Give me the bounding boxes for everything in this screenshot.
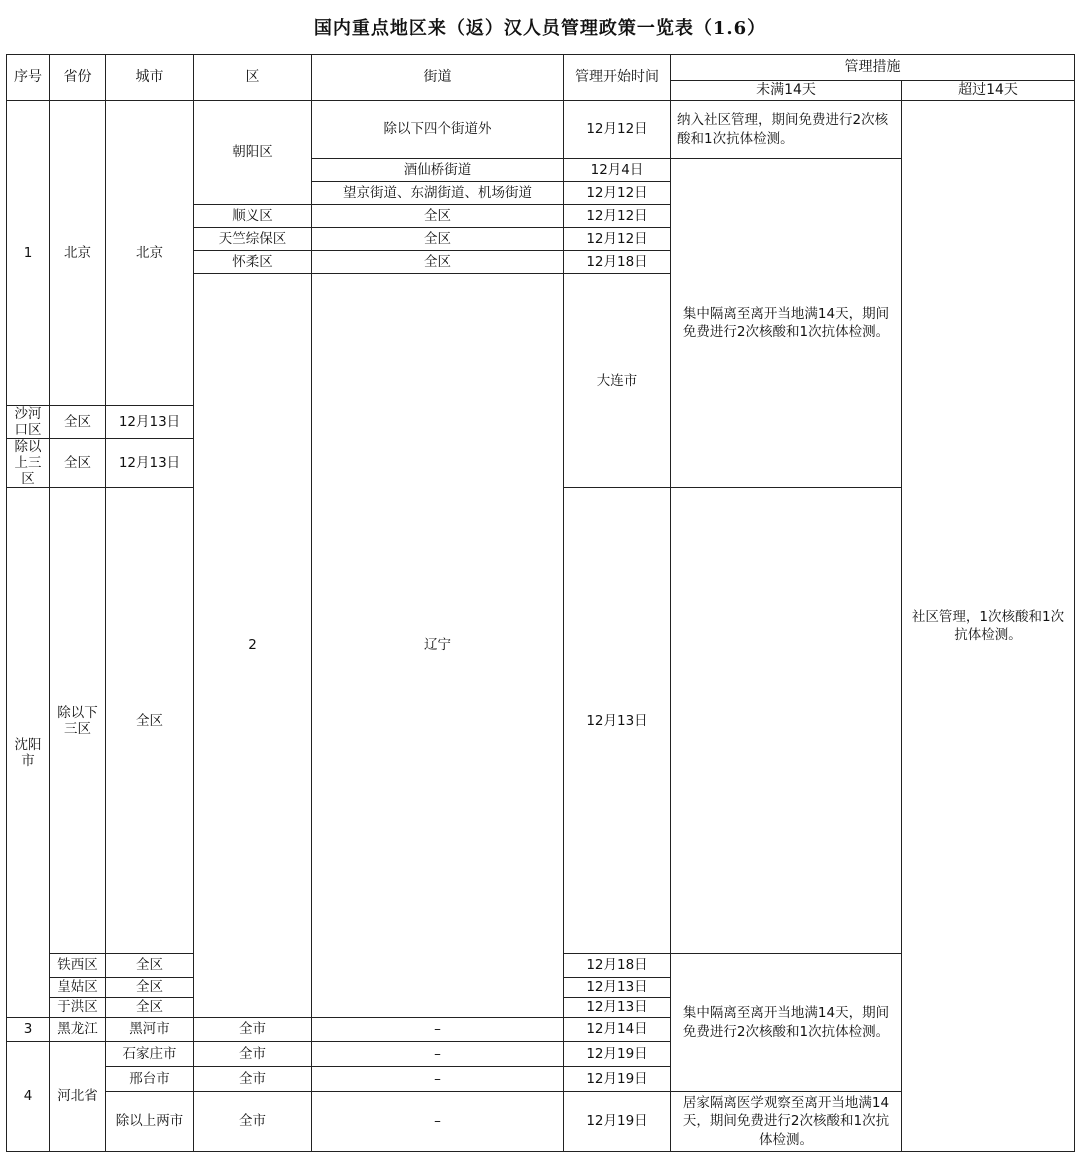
city-cell: 沈阳市 xyxy=(7,488,50,1018)
district-cell: 天竺综保区 xyxy=(194,228,312,251)
street-cell: 全区 xyxy=(106,998,194,1018)
city-cell: 黑河市 xyxy=(106,1018,194,1042)
street-cell: 酒仙桥街道 xyxy=(312,159,564,182)
date-cell: 12月4日 xyxy=(564,159,671,182)
district-cell: 除以上三区 xyxy=(7,438,50,488)
district-cell: 于洪区 xyxy=(50,998,106,1018)
date-cell: 12月13日 xyxy=(106,438,194,488)
header-province: 省份 xyxy=(50,55,106,101)
street-cell: 全区 xyxy=(50,438,106,488)
seq-cell: 1 xyxy=(7,101,50,406)
street-cell: – xyxy=(312,1018,564,1042)
city-cell: 石家庄市 xyxy=(106,1042,194,1067)
header-under-14-days: 未满14天 xyxy=(671,81,902,101)
street-cell: 全区 xyxy=(312,228,564,251)
header-measures: 管理措施 xyxy=(671,55,1075,81)
city-cell: 邢台市 xyxy=(106,1067,194,1092)
date-cell: 12月13日 xyxy=(564,488,671,954)
header-seq: 序号 xyxy=(7,55,50,101)
street-cell: 全区 xyxy=(106,954,194,978)
district-cell: 除以下三区 xyxy=(50,488,106,954)
district-cell: 沙河口区 xyxy=(7,405,50,438)
province-cell: 黑龙江 xyxy=(50,1018,106,1042)
district-cell: 顺义区 xyxy=(194,205,312,228)
street-cell: 全区 xyxy=(106,488,194,954)
header-street: 街道 xyxy=(312,55,564,101)
date-cell: 12月19日 xyxy=(564,1067,671,1092)
street-cell: – xyxy=(312,1092,564,1152)
date-cell: 12月18日 xyxy=(564,251,671,274)
street-cell: 全区 xyxy=(50,405,106,438)
header-district: 区 xyxy=(194,55,312,101)
district-cell: 朝阳区 xyxy=(194,101,312,205)
city-cell: 大连市 xyxy=(564,274,671,488)
over-14-measure-cell: 社区管理，1次核酸和1次抗体检测。 xyxy=(902,101,1075,1152)
date-cell: 12月12日 xyxy=(564,228,671,251)
header-start-time: 管理开始时间 xyxy=(564,55,671,101)
street-cell: 全区 xyxy=(106,978,194,998)
measure-cell: 集中隔离至离开当地满14天，期间免费进行2次核酸和1次抗体检测。 xyxy=(671,159,902,488)
seq-cell: 2 xyxy=(194,274,312,1018)
date-cell: 12月14日 xyxy=(564,1018,671,1042)
measure-cell: 纳入社区管理，期间免费进行2次核酸和1次抗体检测。 xyxy=(671,101,902,159)
date-cell: 12月13日 xyxy=(106,405,194,438)
street-cell: 除以下四个街道外 xyxy=(312,101,564,159)
measure-cell: 居家隔离医学观察至离开当地满14天，期间免费进行2次核酸和1次抗体检测。 xyxy=(671,1092,902,1152)
measure-cell: 集中隔离至离开当地满14天，期间免费进行2次核酸和1次抗体检测。 xyxy=(671,954,902,1092)
district-cell: 铁西区 xyxy=(50,954,106,978)
district-cell: 全市 xyxy=(194,1018,312,1042)
street-cell: – xyxy=(312,1067,564,1092)
date-cell: 12月19日 xyxy=(564,1042,671,1067)
district-cell: 全市 xyxy=(194,1092,312,1152)
district-cell: 全市 xyxy=(194,1042,312,1067)
city-cell: 除以上两市 xyxy=(106,1092,194,1152)
street-cell: – xyxy=(312,1042,564,1067)
seq-cell: 3 xyxy=(7,1018,50,1042)
province-cell: 辽宁 xyxy=(312,274,564,1018)
province-cell: 北京 xyxy=(50,101,106,406)
date-cell: 12月18日 xyxy=(564,954,671,978)
province-cell: 河北省 xyxy=(50,1042,106,1152)
street-cell: 全区 xyxy=(312,251,564,274)
street-cell: 全区 xyxy=(312,205,564,228)
street-cell: 望京街道、东湖街道、机场街道 xyxy=(312,182,564,205)
date-cell: 12月12日 xyxy=(564,101,671,159)
header-city: 城市 xyxy=(106,55,194,101)
district-cell: 全市 xyxy=(194,1067,312,1092)
date-cell: 12月13日 xyxy=(564,978,671,998)
seq-cell: 4 xyxy=(7,1042,50,1152)
page-title: 国内重点地区来（返）汉人员管理政策一览表（1.6） xyxy=(313,18,767,39)
date-cell: 12月19日 xyxy=(564,1092,671,1152)
header-over-14-days: 超过14天 xyxy=(902,81,1075,101)
city-cell: 北京 xyxy=(106,101,194,406)
policy-table xyxy=(6,54,1075,1152)
date-cell: 12月12日 xyxy=(564,182,671,205)
district-cell: 怀柔区 xyxy=(194,251,312,274)
date-cell: 12月13日 xyxy=(564,998,671,1018)
district-cell: 皇姑区 xyxy=(50,978,106,998)
date-cell: 12月12日 xyxy=(564,205,671,228)
